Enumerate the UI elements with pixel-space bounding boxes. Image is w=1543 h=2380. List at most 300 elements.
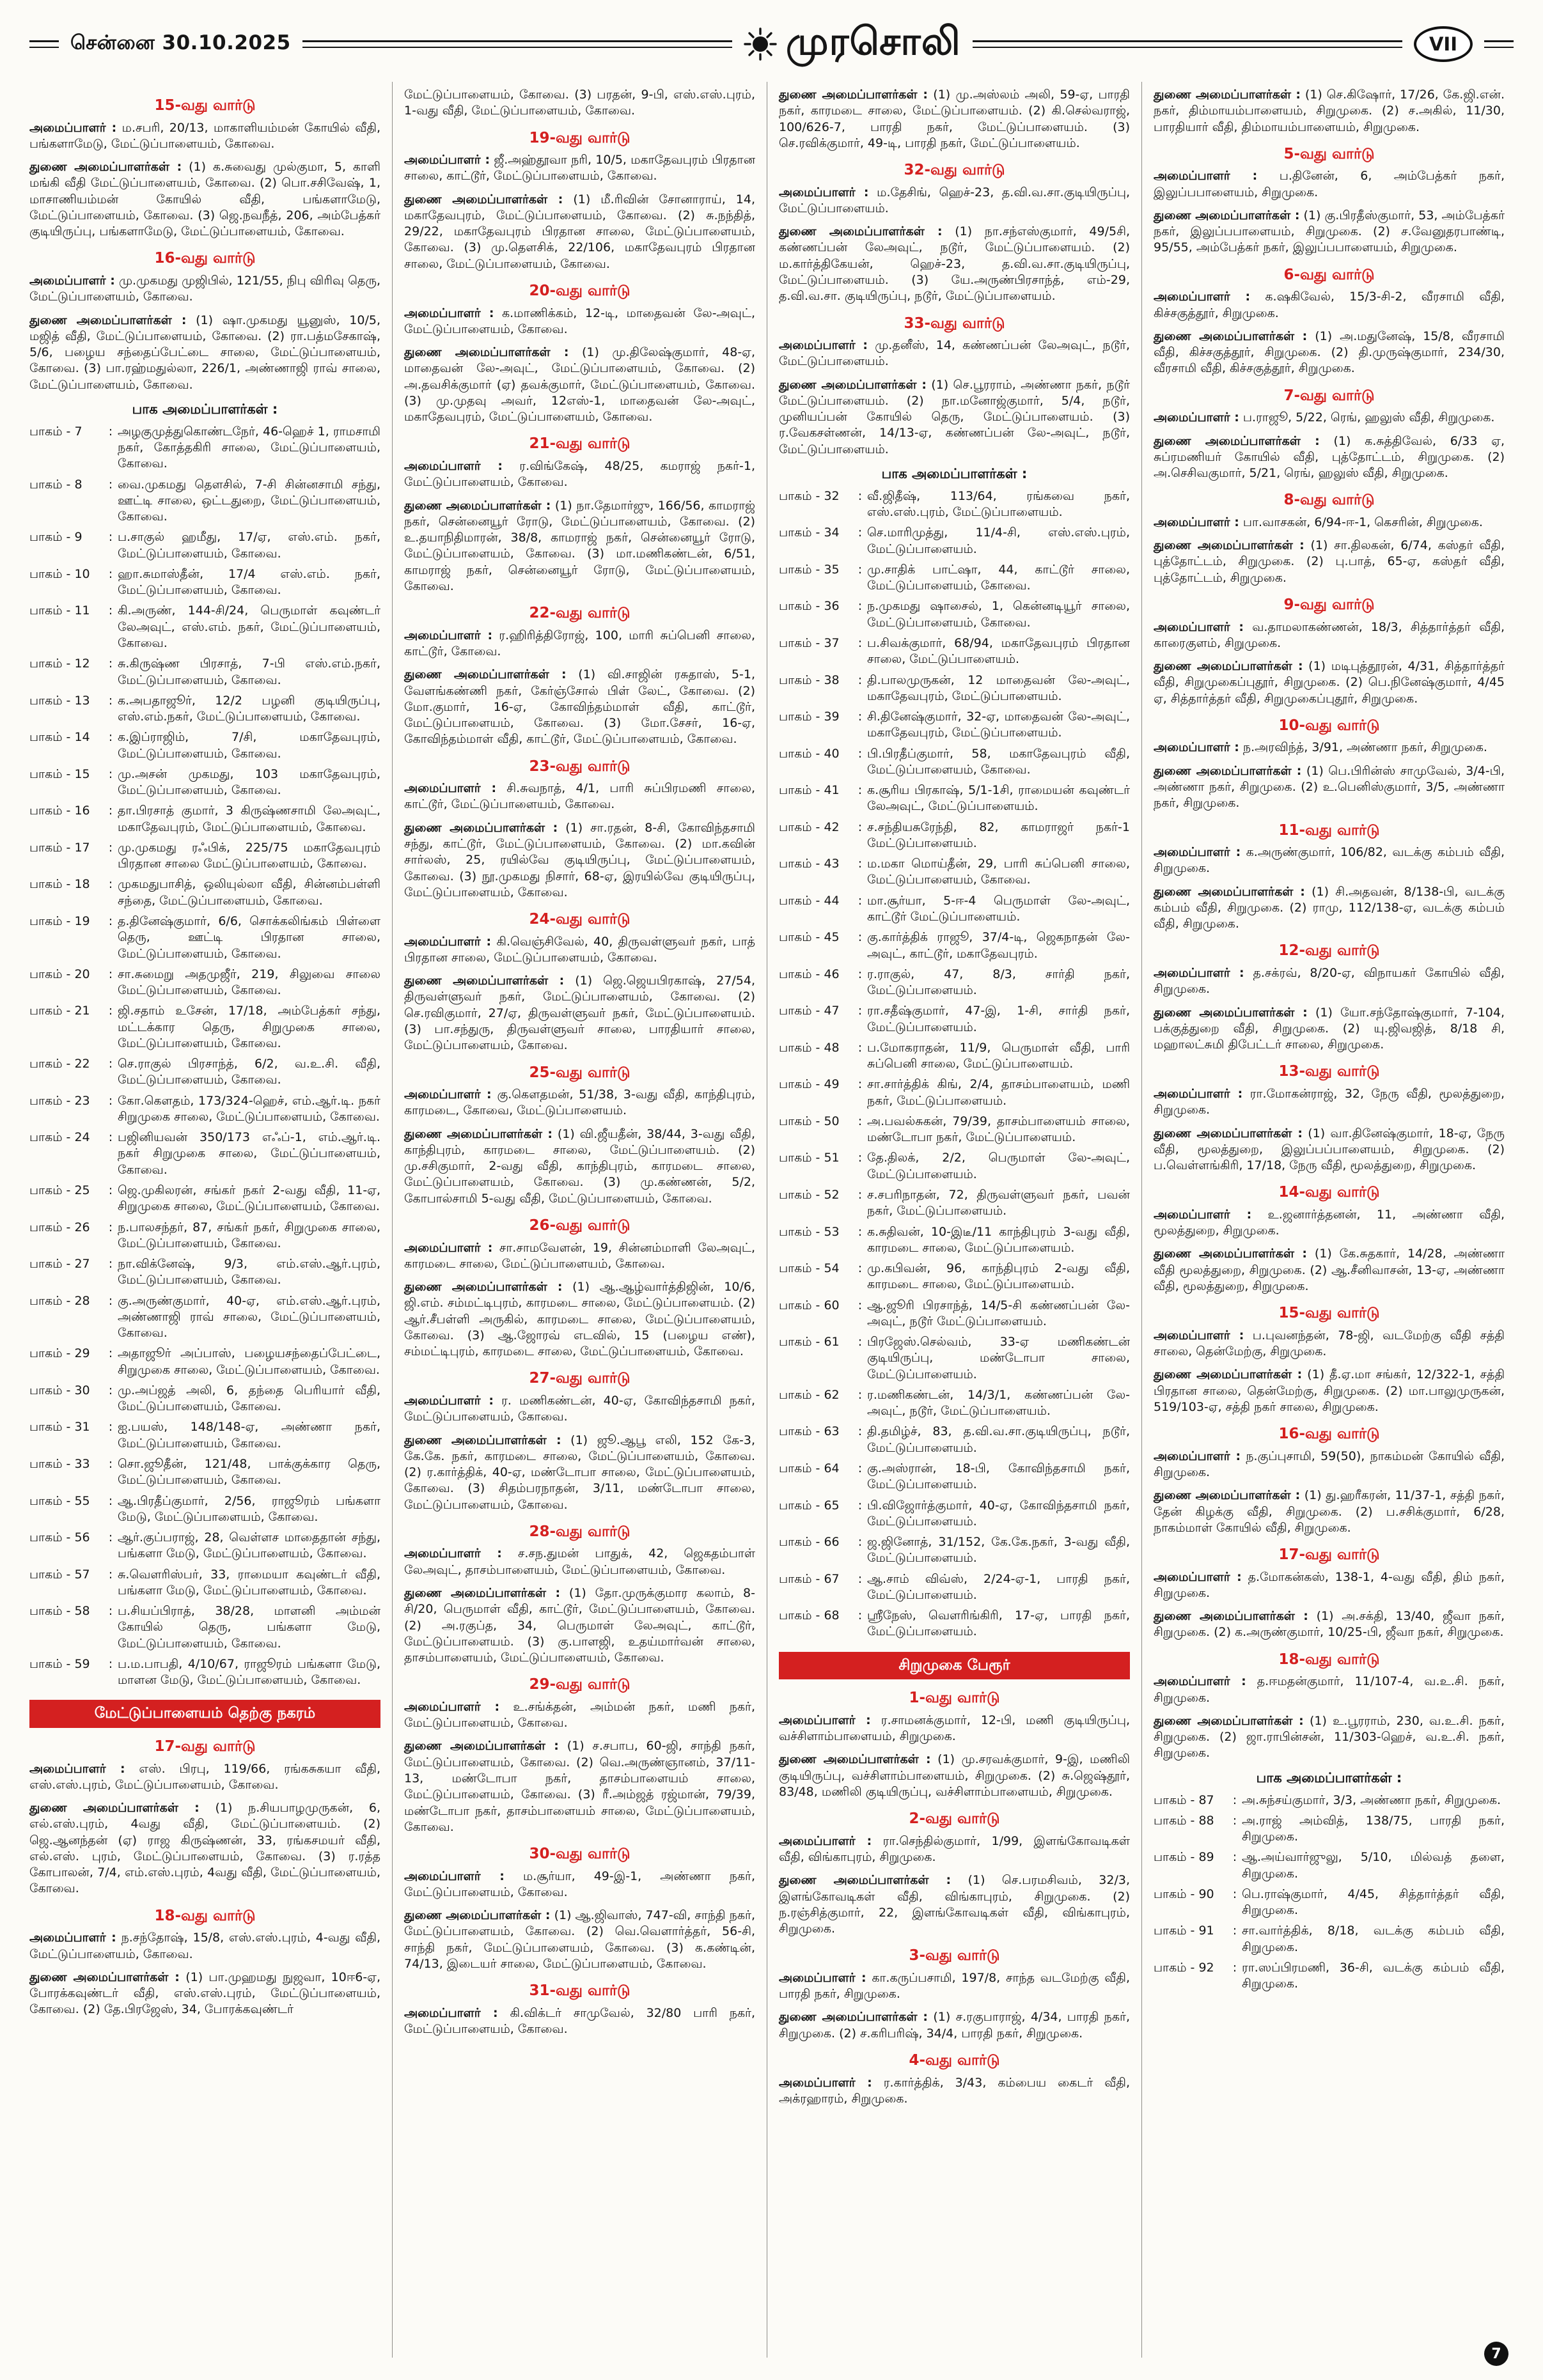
part-entry-colon: : [108, 730, 113, 745]
paragraph [404, 306, 755, 338]
paragraph-label: துணை அமைப்பாளர்கள் : [404, 667, 567, 682]
part-entry-text: ர.மணிகண்டன், 14/3/1, கண்ணப்பன் லே-அவுட், நடூர், மேட்டுப்பாளையம். [867, 1387, 1130, 1419]
paragraph-label: துணை அமைப்பாளர்கள் : [29, 160, 182, 175]
ward-heading: 4-வது வார்டு [909, 2051, 1000, 2069]
part-entry [779, 673, 1130, 705]
part-entry [779, 1424, 1130, 1456]
part-entry-colon: : [858, 820, 863, 834]
paragraph-label: அமைப்பாளர் : [404, 934, 492, 949]
part-entry [29, 529, 380, 562]
part-entry-number: பாகம் - 58 [29, 1604, 90, 1619]
part-entry-number: பாகம் - 62 [779, 1387, 840, 1402]
paragraph-label: அமைப்பாளர் : [404, 1240, 493, 1255]
part-entry-colon: : [858, 893, 863, 908]
paragraph [1154, 1246, 1505, 1295]
part-entry-number: பாகம் - 28 [29, 1293, 90, 1308]
paragraph [404, 973, 755, 1054]
paragraph [404, 1279, 755, 1360]
paragraph-label: அமைப்பாளர் : [404, 628, 493, 642]
city-date: சென்னை 30.10.2025 [70, 31, 291, 54]
paragraph-label: துணை அமைப்பாளர்கள் : [404, 1126, 553, 1141]
part-entry-text: த.தினேஷ்குமார், 6/6, சொக்கலிங்கம் பிள்ளை தெரு, ஊட்டி பிரதான சாலை, மேட்டுப்பாளையம், கோவை. [118, 914, 380, 961]
part-entry [779, 1498, 1130, 1530]
ward-heading: 23-வது வார்டு [529, 758, 631, 775]
part-entry-number: பாகம் - 87 [1154, 1793, 1214, 1807]
paragraph [29, 1930, 380, 1963]
part-entry-colon: : [858, 1040, 863, 1055]
paragraph [404, 1869, 755, 1901]
part-entry-colon: : [108, 1604, 113, 1619]
part-entry [29, 1456, 380, 1489]
paragraph-label: துணை அமைப்பாளர்கள் : [29, 1970, 180, 1984]
paragraph-label: துணை அமைப்பாளர்கள் : [779, 1752, 931, 1767]
part-entry-text: சு.கிருஷ்ண பிரசாத், 7-பி எஸ்.எம்.நகர், மேட்டுப்பாளையம், கோவை. [118, 657, 380, 687]
paragraph [1154, 515, 1505, 531]
paragraph-text: ர. மணிகண்டன், 40-ஏ, கோவிந்தசாமி நகர், மேட்டுப்பாளையம், கோவை. [404, 1394, 756, 1424]
part-entry [779, 1040, 1130, 1073]
paragraph-label: துணை அமைப்பாளர்கள் : [404, 498, 551, 513]
part-entry-text: அதாஜூர் அப்பாஸ், பழையசந்தைப்பேட்டை, சிறுமுகை சாலை, மேட்டுப்பாளையம், கோவை. [118, 1346, 380, 1377]
paragraph-text: (1) ஜெ.ஜெயபிரகாஷ், 27/54, திருவள்ளுவர் நகர், மேட்டுப்பாளையம், கோவை. (2) செ.ரவிகுமார், 27/ஏ, திருவள்ளுவர் நகர், மேட்டுப்பாளையம். (3) பா.சந்துரு, திருவள்ளுவர் சாலை, பாரதியார் சாலை, மேட்டுப்பாளையம், கோவை. [404, 974, 755, 1053]
paragraph [29, 120, 380, 153]
part-entry-number: பாகம் - 89 [1154, 1850, 1214, 1865]
part-entry-number: பாகம் - 11 [29, 603, 90, 618]
paragraph-label: அமைப்பாளர் : [1154, 169, 1258, 183]
paragraph-label: அமைப்பாளர் : [779, 2075, 872, 2090]
paragraph-text: மேட்டுப்பாளையம், கோவை. (3) பரதன், 9-பி, எஸ்.எஸ்.புரம், 1-வது வீதி, மேட்டுப்பாளையம், கோவை. [404, 88, 755, 118]
part-entry-text: பி.விஜோர்த்குமார், 40-ஏ, கோவிந்தசாமி நகர், மேட்டுப்பாளையம். [867, 1498, 1130, 1528]
paragraph-label: துணை அமைப்பாளர்கள் : [404, 1908, 551, 1923]
paragraph [404, 1126, 755, 1207]
part-entry-colon: : [858, 1424, 863, 1439]
ward-heading: 21-வது வார்டு [529, 435, 631, 453]
part-entry [29, 1419, 380, 1452]
paragraph-text: (1) மீ.ரிவின் சோனாராய், 14, மகாதேவபுரம், மேட்டுப்பாளையம், கோவை. (2) சு.நந்தித், 29/22, மகாதேவபுரம் பிரதான சாலை, மேட்டுப்பாளையம், கோவை. (3) மு.தௌசிக், 22/106, மகாதேவபுரம் பிரதான சாலை, மேட்டுப்பாளையம், கோவை. [404, 192, 755, 271]
part-entry-number: பாகம் - 16 [29, 804, 90, 818]
part-entry-number: பாகம் - 66 [779, 1535, 840, 1550]
part-entry-number: பாகம் - 14 [29, 730, 90, 745]
part-entry-text: ந.முகமது ஷாசைல், 1, கென்னடியூர் சாலை, மேட்டுப்பாளையம், கோவை. [867, 599, 1130, 630]
header-rule-left [29, 40, 59, 48]
paragraph-label: அமைப்பாளர் : [404, 306, 494, 320]
part-entry-text: தா.பிரசாத் குமார், 3 கிருஷ்ணசாமி லேஅவுட், மகாதேவபுரம், மேட்டுப்பாளையம், கோவை. [118, 804, 380, 834]
paragraph [1154, 1328, 1505, 1360]
ward-heading: 31-வது வார்டு [529, 1982, 631, 2000]
paragraph-label: அமைப்பாளர் : [1154, 410, 1239, 425]
part-entry-number: பாகம் - 51 [779, 1151, 840, 1165]
part-entry [779, 598, 1130, 631]
part-entry-text: மா.சூர்யா, 5-ஈ-4 பெருமாள் லே-அவுட், காட்டூர் மேட்டுப்பாளையம். [867, 893, 1130, 924]
paragraph-label: துணை அமைப்பாளர்கள் : [404, 192, 563, 206]
part-entry [779, 893, 1130, 926]
part-entry-text: ப.சியப்பிராத், 38/28, மாளனி அம்மன் கோயில் தெரு, பங்களா மேடு, மேட்டுப்பாளையம், கோவை. [118, 1604, 380, 1651]
part-entry [779, 1571, 1130, 1604]
part-entry [1154, 1793, 1505, 1808]
part-entry [29, 1003, 380, 1052]
paragraph-text: ப.தினேன், 6, அம்பேத்கர் நகர், இலுப்பபாளையம், சிறுமுகை. [1154, 169, 1505, 199]
paragraph-text: (1) ந.சியபாழமுருகன், 6, எல்.எஸ்.புரம், 4வது வீதி, மேட்டுப்பாளையம். (2) ஜெ.ஆனந்தன் (ஏ) ராஜ கிருஷ்ணன், 33, ரங்கசமயர் வீதி, எல்.எஸ். புரம், மேட்டுப்பாளையம், கோவை. (3) ர.ரத்த கோபாலன், 7/4, எம்.எஸ்.புரம், 4வது வீதி, மேட்டுப்பாளையம், கோவை. [29, 1801, 380, 1896]
part-entry-colon: : [1232, 1813, 1237, 1828]
paragraph [404, 1908, 755, 1972]
part-entry-colon: : [108, 840, 113, 855]
paragraph-text: ர.கார்த்திக், 3/43, கம்பைய கைடர் வீதி, அக்ரஹாரம், சிறுமுகை. [779, 2075, 1131, 2106]
part-entry-text: தே.திலக், 2/2, பெருமாள் லே-அவுட், மேட்டுப்பாளையம். [867, 1151, 1130, 1181]
part-entry-colon: : [108, 693, 113, 708]
masthead [744, 19, 961, 69]
region-banner: மேட்டுப்பாளையம் தெற்கு நகரம் [29, 1700, 380, 1728]
paragraph [1154, 208, 1505, 256]
ward-heading: 19-வது வார்டு [529, 129, 631, 146]
part-entry-number: பாகம் - 36 [779, 599, 840, 614]
part-entry [779, 635, 1130, 668]
part-entry-colon: : [858, 525, 863, 540]
part-entry-number: பாகம் - 92 [1154, 1960, 1214, 1975]
paragraph-label: அமைப்பாளர் : [1154, 1674, 1246, 1689]
part-entry-colon: : [1232, 1960, 1237, 1975]
part-entry-number: பாகம் - 67 [779, 1571, 840, 1586]
paragraph-text: ரா.செந்தில்குமார், 1/99, இளங்கோவடிகள் வீதி, விங்காபுரம், சிறுமுகை. [779, 1833, 1130, 1864]
part-entry-text: தி.தமிழ்ச், 83, த.வி.வ.சா.குடியிருப்பு, நடூர், மேட்டுப்பாளையம். [867, 1424, 1130, 1455]
paragraph-label: அமைப்பாளர் : [404, 1699, 500, 1714]
part-entry-colon: : [1232, 1924, 1237, 1938]
paragraph-label: துணை அமைப்பாளர்கள் : [1154, 659, 1303, 674]
paragraph-text: கு.கௌதமன், 51/38, 3-வது வீதி, காந்திபுரம், காரமடை, கோவை, மேட்டுப்பாளையம். [404, 1087, 756, 1118]
paragraph [1154, 87, 1505, 136]
part-entry [779, 1114, 1130, 1146]
part-entry-number: பாகம் - 50 [779, 1114, 840, 1128]
paragraph-text: (1) செ.பூரராம், அண்ணா நகர், நடூர் மேட்டுப்பாளையம். (2) நா.மனோஜ்குமார், 5/4, நடூர், முனியப்பன் கோயில் தெரு, மேட்டுப்பாளையம். (3) ர.வேகசள்ணன், 14/13-ஏ, கண்ணப்பன் லே-அவுட், நடூர், மேட்டுப்பாளையம். [779, 377, 1130, 456]
ward-heading: 7-வது வார்டு [1283, 387, 1375, 404]
part-entry-text: ஜி.சதாம் உசேன், 17/18, அம்பேத்கர் சந்து, மட்டக்கார தெரு, சிறுமுகை சாலை, மேட்டுப்பாளையம், கோவை. [118, 1004, 380, 1050]
paragraph-text: ந.குப்புசாமி, 59(50), நாகம்மன் கோயில் வீதி, சிறுமுகை. [1154, 1449, 1505, 1479]
part-entry-number: பாகம் - 34 [779, 525, 840, 540]
paragraph [29, 1800, 380, 1897]
part-entry-colon: : [858, 1335, 863, 1349]
part-entry-number: பாகம் - 43 [779, 857, 840, 871]
part-entry-colon: : [858, 857, 863, 871]
part-entry-text: மு.கபிவன், 96, காந்திபுரம் 2-வது வீதி, காரமடை சாலை, மேட்டுப்பாளையம். [867, 1261, 1130, 1292]
part-entry-number: பாகம் - 57 [29, 1567, 90, 1582]
part-entry-number: பாகம் - 59 [29, 1656, 90, 1671]
paragraph [404, 1393, 755, 1426]
part-entry-number: பாகம் - 35 [779, 562, 840, 577]
paragraph-label: துணை அமைப்பாளர்கள் : [779, 377, 927, 392]
part-entry-text: ப.மோகராதன், 11/9, பெருமாள் வீதி, பாரி சுப்பெனி சாலை, மேட்டுப்பாளையம். [867, 1040, 1130, 1071]
part-entry-number: பாகம் - 45 [779, 930, 840, 945]
paragraph-label: துணை அமைப்பாளர்கள் : [1154, 433, 1320, 448]
paragraph [404, 345, 755, 425]
paragraph-label: துணை அமைப்பாளர்கள் : [1154, 763, 1302, 778]
paragraph [1154, 410, 1505, 426]
part-entry [779, 782, 1130, 815]
paragraph-text: த.சக்ரவ், 8/20-ஏ, விநாயகர் கோயில் வீதி, சிறுமுகை. [1154, 966, 1505, 997]
paragraph-text: ச.சந.துமன் பாதுக், 42, ஜெகதம்பாள் லேஅவுட், தாசம்பாளையம், மேட்டுப்பாளையம், கோவை. [404, 1546, 755, 1577]
part-entry-text: அ.சுந்சய்குமார், 3/3, அண்ணா நகர், சிறுமுகை. [1242, 1793, 1501, 1807]
part-entry-text: பஜினியவன் 350/173 எஃப்-1, எம்.ஆர்.டி. நகர் சிறுமுகை சாலை, மேட்டுப்பாளையம், கோவை. [118, 1130, 380, 1177]
part-entry-text: ந.பாலசந்தர், 87, சங்கர் நகர், சிறுமுகை சாலை, மேட்டுப்பாளையம், கோவை. [118, 1220, 380, 1250]
paragraph-text: (1) யோ.சந்தோஷ்குமார், 7-104, பக்குத்துறை வீதி, சிறுமுகை. (2) யு.ஜிவஜித், 8/18 சி, மஹாலட்சுமி திபேட்டர் சாலை, சிறுமுகை. [1154, 1005, 1505, 1052]
paragraph [404, 1240, 755, 1273]
part-entry [779, 1224, 1130, 1257]
paragraph-label: அமைப்பாளர் : [1154, 1449, 1241, 1463]
paragraph [404, 458, 755, 491]
part-entry-text: மு.முகமது ரஃபிக், 225/75 மகாதேவபுரம் பிரதான சாலை மேட்டுப்பாளையம், கோவை. [118, 840, 380, 871]
paragraph [1154, 1569, 1505, 1602]
section-heading: பாக அமைப்பாளர்கள் : [1256, 1769, 1402, 1785]
part-entry [29, 477, 380, 525]
part-entry-colon: : [108, 424, 113, 439]
part-entry-text: பிரஜேஸ்.செல்வம், 33-ஏ மணிகண்டன் குடியிருப்பு, மண்டோபா சாலை, மேட்டுப்பாளையம். [867, 1335, 1130, 1381]
paragraph-text: (1) ஆ.ஆழ்வார்த்திஜின், 10/6, ஜி.எம். சம்மட்டிபுரம், காரமடை சாலை, மேட்டுப்பாளையம். (2) ஆர்.சீபள்ளி அருகில், காரமடை சாலை, மேட்டுப்பாளையம், கோவை. (3) ஆ.ஜோரவ் எடவில், 15 (பழைய எண்), சம்மட்டிபுரம், காரமடை சாலை, மேட்டுப்பாளையம், கோவை. [404, 1280, 755, 1359]
part-entry-colon: : [858, 562, 863, 577]
ward-heading: 18-வது வார்டு [154, 1907, 256, 1924]
part-entry-colon: : [858, 599, 863, 614]
paragraph-text: (1) கே.சுதகார், 14/28, அண்ணா வீதி மூலத்துறை, சிறுமுகை. (2) ஆ.சீனிவாசன், 13-ஏ, அண்ணா வீதி, மூலத்துறை, சிறுமுகை. [1154, 1247, 1505, 1293]
paragraph-text: (1) மடிபுத்தூரன், 4/31, சித்தார்த்தர் வீதி, சிறுமுகைப்புதூர், சிறுமுகை. (2) பெ.நினேஷ்குமார், 4/45 ஏ, சித்தார்த்தர் வீதி, சிறுமுகைப்புதூர், சிறுமுகை. [1154, 659, 1505, 706]
paragraph [779, 1833, 1130, 1866]
part-entry-text: செ.ராகுல் பிரசாந்த், 6/2, வ.உ.சி. வீதி, மேட்டுப்பாளையம், கோவை. [118, 1057, 380, 1087]
part-entry-colon: : [858, 488, 863, 503]
paragraph-text: மு.முகமது முஜிபில், 121/55, நிபு விரிவு தெரு, மேட்டுப்பாளையம், கோவை. [29, 274, 380, 304]
part-entry-number: பாகம் - 30 [29, 1383, 90, 1397]
part-entry-colon: : [108, 1257, 113, 1272]
part-entry-number: பாகம் - 15 [29, 766, 90, 781]
paragraph-label: துணை அமைப்பாளர்கள் : [404, 1586, 561, 1600]
column-4 [1142, 82, 1516, 2358]
paragraph-text: சி.சுவநாத், 4/1, பாரி சுப்பிரமணி சாலை, காட்டூர், மேட்டுப்பாளையம், கோவை. [404, 781, 756, 812]
part-entry-text: மு.அசன் முகமது, 103 மகாதேவபுரம், மேட்டுப்பாளையம், கோவை. [118, 766, 380, 798]
part-entry-number: பாகம் - 41 [779, 783, 840, 798]
part-entry-colon: : [858, 783, 863, 798]
ward-heading: 30-வது வார்டு [529, 1846, 631, 1863]
paragraph-label: துணை அமைப்பாளர்கள் : [404, 974, 565, 988]
paragraph [779, 1713, 1130, 1745]
part-entry-colon: : [108, 967, 113, 981]
part-entry [1154, 1849, 1505, 1882]
part-entry-text: சா.சார்த்திக் கிங், 2/4, தாசம்பாளையம், மணி நகர், மேட்டுப்பாளையம். [867, 1077, 1130, 1108]
part-entry-colon: : [108, 1293, 113, 1308]
part-entry-number: பாகம் - 24 [29, 1130, 90, 1145]
paragraph [1154, 433, 1505, 482]
paragraph-text: (1) ஜூ.ஆபூ எலி, 152 கே-3, கே.கே. நகர், காரமடை சாலை, மேட்டுப்பாளையம், கோவை. (2) ர.கார்த்திக், 40-ஏ, மண்டோபா சாலை, மேட்டுப்பாளையம், கோவை. (3) சிதம்பரநாதன், 3/11, மண்டோபா சாலை, மேட்டுப்பாளையம், கோவை. [404, 1433, 756, 1512]
paragraph-label: அமைப்பாளர் : [29, 1761, 125, 1776]
part-entry-text: ஐ.பயஸ், 148/148-ஏ, அண்ணா நகர், மேட்டுப்பாளையம், கோவை. [118, 1420, 380, 1451]
ward-heading: 28-வது வார்டு [529, 1523, 631, 1540]
ward-heading: 6-வது வார்டு [1283, 266, 1375, 283]
part-entry-number: பாகம் - 39 [779, 710, 840, 724]
paragraph [404, 498, 755, 595]
part-entry-colon: : [108, 804, 113, 818]
paragraph [29, 273, 380, 306]
part-entry-colon: : [858, 1077, 863, 1092]
paragraph [404, 781, 755, 813]
ward-heading: 14-வது வார்டு [1278, 1184, 1380, 1201]
paragraph-text: மு.தனீஸ், 14, கண்ணப்பன் லேஅவுட், நடூர், மேட்டுப்பாளையம். [779, 338, 1130, 369]
paragraph-text: (1) பா.முஹமது நுஜவா, 10ஈ6-ஏ, போரக்கவுண்டர் வீதி, எஸ்.எஸ்.புரம், மேட்டுப்பாளையம், கோவை. (2) தே.பிரஜேஸ், 34, போரக்கவுண்டர் [29, 1970, 381, 2017]
ward-heading: 18-வது வார்டு [1278, 1651, 1380, 1668]
part-entry [29, 1383, 380, 1415]
paragraph-label: அமைப்பாளர் : [1154, 290, 1251, 304]
header-rule-mid-left [302, 40, 732, 48]
paragraph [1154, 1207, 1505, 1240]
part-entry [779, 709, 1130, 742]
part-entry-text: கு.அருண்குமார், 40-ஏ, எம்.எஸ்.ஆர்.புரம், அண்ணாஜி ராவ் சாலை, மேட்டுப்பாளையம், கோவை. [118, 1293, 380, 1341]
paragraph [404, 667, 755, 747]
column-2 [393, 82, 767, 2358]
paragraph [404, 1087, 755, 1119]
paragraph-label: துணை அமைப்பாளர்கள் : [404, 820, 558, 835]
part-entry-colon: : [858, 1298, 863, 1312]
paragraph [404, 1433, 755, 1513]
paragraph-label: துணை அமைப்பாளர்கள் : [1154, 1713, 1304, 1728]
paragraph-text: (1) சா.ரதன், 8-சி, கோவிந்தசாமி சந்து, காட்டூர், மேட்டுப்பாளையம், கோவை. (2) மா.கவின் சார்லஸ், 25, ரயில்வே குடியிருப்பு, மேட்டுப்பாளையம், கோவை. (3) நூ.முகமது நிசார், 68-ஏ, இரயில்வே குடியிருப்பு, மேட்டுப்பாளையம், கோவை. [404, 820, 755, 899]
part-entry-text: ஹா.சுமாஸ்தீன், 17/4 எஸ்.எம். நகர், மேட்டுப்பாளையம், கோவை. [118, 566, 380, 598]
paragraph [779, 185, 1130, 217]
part-entry [29, 1220, 380, 1252]
paragraph [404, 2005, 755, 2038]
part-entry-text: அ.ராஜ் அம்வித், 138/75, பாரதி நகர், சிறுமுகை. [1242, 1813, 1505, 1844]
part-entry-colon: : [108, 1220, 113, 1234]
paragraph-text: (1) ஷா.முகமது யூனுஸ், 10/5, மஜித் வீதி, மேட்டுப்பாளையம், கோவை. (2) ரா.பத்மசேகாஷ், 5/6, பழைய சந்தைப்பேட்டை சாலை, மேட்டுப்பாளையம், கோவை. (3) பா.ரஹ்மதுல்லா, 226/1, அண்ணாஜி ராவ் சாலை, மேட்டுப்பாளையம், கோவை. [29, 313, 380, 392]
part-entry-text: ச.சபரிநாதன், 72, திருவள்ளுவர் நகர், பவன் நகர், மேட்டுப்பாளையம். [867, 1187, 1130, 1218]
ward-heading: 12-வது வார்டு [1278, 942, 1380, 960]
part-entry [29, 1493, 380, 1526]
part-entry-text: பெ.ராஷ்குமார், 4/45, சித்தார்த்தர் வீதி, சிறுமுகை. [1242, 1886, 1505, 1918]
paragraph [779, 1752, 1130, 1800]
paragraph [1154, 1126, 1505, 1174]
ward-heading: 25-வது வார்டு [529, 1064, 631, 1081]
paragraph-text: (1) அ.சக்தி, 13/40, ஜீவா நகர், சிறுமுகை. (2) க.அருண்குமார், 10/25-பி, ஜீவா நகர், சிறுமுகை. [1154, 1609, 1505, 1640]
part-entry-text: ஆ.ஜூரி பிரசாந்த், 14/5-சி கண்ணப்பன் லே-அவுட், நடூர் மேட்டுப்பாளையம். [867, 1298, 1130, 1328]
part-entry-colon: : [108, 1493, 113, 1508]
part-entry-colon: : [108, 603, 113, 618]
part-entry-text: ப.சாகுல் ஹமீது, 17/ஏ, எஸ்.எம். நகர், மேட்டுப்பாளையம், கோவை. [118, 530, 380, 561]
part-entry [1154, 1813, 1505, 1846]
paragraph [779, 2009, 1130, 2042]
paragraph-label: துணை அமைப்பாளர்கள் : [29, 313, 187, 327]
part-entry-number: பாகம் - 18 [29, 877, 90, 892]
part-entry-colon: : [858, 1114, 863, 1128]
part-entry [29, 803, 380, 836]
part-entry [29, 1603, 380, 1652]
ward-heading: 22-வது வார்டு [529, 605, 631, 622]
part-entry-number: பாகம் - 47 [779, 1004, 840, 1018]
ward-heading: 17-வது வார்டு [1278, 1546, 1380, 1564]
part-entry-text: பி.பிரதீப்குமார், 58, மகாதேவபுரம் வீதி, மேட்டுப்பாளையம், கோவை. [867, 746, 1130, 777]
part-entry [779, 746, 1130, 779]
paragraph [1154, 538, 1505, 586]
part-entry-number: பாகம் - 32 [779, 488, 840, 503]
header-rule-right [1484, 40, 1514, 48]
part-entry-number: பாகம் - 44 [779, 893, 840, 908]
part-entry-colon: : [858, 1608, 863, 1623]
paragraph-text: க.ஷகிவேல், 15/3-சி-2, வீரசாமி வீதி, கிச்சகுத்தூர், சிறுமுகை. [1154, 290, 1505, 320]
paragraph [404, 1585, 755, 1666]
part-entry-number: பாகம் - 63 [779, 1424, 840, 1439]
paragraph [404, 1546, 755, 1578]
part-entry-colon: : [858, 1535, 863, 1550]
content-columns [27, 82, 1516, 2358]
paragraph [1154, 763, 1505, 812]
paragraph-text: ர.விங்கேஷ், 48/25, கமராஜ் நகர்-1, மேட்டுப்பாளையம், கோவை. [404, 459, 755, 490]
part-entry [29, 840, 380, 873]
part-entry-colon: : [108, 566, 113, 581]
part-entry-text: ஸ்ரீநேஸ், வெளரிங்கிரி, 17-ஏ, பாரதி நகர், மேட்டுப்பாளையம். [867, 1608, 1130, 1639]
paragraph-text: உ.சங்க்தன், அம்மன் நகர், மணி நகர், மேட்டுப்பாளையம், கோவை. [404, 1699, 755, 1731]
part-entry-text: ஆ.அய்வார்ஜுலு, 5/10, மில்வத் தளை, சிறுமுகை. [1242, 1850, 1505, 1881]
part-entry-number: பாகம் - 88 [1154, 1813, 1214, 1828]
part-entry-text: ரா.ஸப்பிரமணி, 36-சி, வடக்கு கம்பம் வீதி, சிறுமுகை. [1242, 1960, 1505, 1991]
paragraph [1154, 168, 1505, 201]
section-heading: பாக அமைப்பாளர்கள் : [881, 465, 1028, 481]
paragraph-label: அமைப்பாளர் : [404, 1394, 494, 1408]
paragraph-label: துணை அமைப்பாளர்கள் : [1154, 1247, 1308, 1261]
part-entry-colon: : [858, 1387, 863, 1402]
paragraph [779, 377, 1130, 458]
paragraph-text: ப.ராஜூ, 5/22, ரெங், ஹலுஸ் வீதி, சிறுமுகை. [1242, 410, 1495, 425]
paragraph-label: அமைப்பாளர் : [779, 1833, 872, 1848]
part-entry [29, 1567, 380, 1599]
paragraph [29, 313, 380, 393]
part-entry [779, 820, 1130, 852]
part-entry-colon: : [858, 636, 863, 651]
paragraph-label: துணை அமைப்பாளர்கள் : [1154, 1126, 1303, 1140]
page-header [0, 0, 1543, 77]
part-entry-number: பாகம் - 61 [779, 1335, 840, 1349]
paragraph [779, 87, 1130, 152]
paragraph [779, 2075, 1130, 2108]
paragraph-text: கி.வெஞ்சிவேல், 40, திருவள்ளுவர் நகர், பாத் பிரதான சாலை, மேட்டுப்பாளையம், கோவை. [404, 934, 756, 965]
ward-heading: 20-வது வார்டு [529, 282, 631, 299]
part-entry-colon: : [108, 1383, 113, 1397]
paragraph-label: அமைப்பாளர் : [1154, 1086, 1243, 1101]
paragraph-text: (1) செ.பரமசிவம், 32/3, இளங்கோவடிகள் வீதி, விங்காபுரம், சிறுமுகை. (2) ந.ரஞ்சித்குமார், 22, இளங்கோவடிகள் வீதி, விங்காபுரம், சிறுமுகை. [779, 1873, 1130, 1936]
ward-heading: 2-வது வார்டு [909, 1810, 1000, 1828]
paragraph-text: (1) சி.அதவன், 8/138-பி, வடக்கு கம்பம் வீதி, சிறுமுகை. (2) ராமு, 112/138-ஏ, வடக்கு கம்பம் வீதி, சிறுமுகை. [1154, 884, 1505, 931]
part-entry-text: தி.பாலமுருகன், 12 மாதைவன் லே-அவுட், மகாதேவபுரம், மேட்டுப்பாளையம். [867, 673, 1130, 703]
paragraph [1154, 329, 1505, 377]
paragraph-label: அமைப்பாளர் : [1154, 1328, 1244, 1342]
part-entry [779, 1608, 1130, 1640]
part-entry-text: மு.சாதிக் பாட்ஷா, 44, காட்டூர் சாலை, மேட்டுப்பாளையம், கோவை. [867, 562, 1130, 593]
paragraph-text: ரா.மோகன்ராஜ், 32, நேரு வீதி, மூலத்துறை, சிறுமுகை. [1154, 1086, 1505, 1117]
paragraph-text: (1) க.சுத்திவேல், 6/33 ஏ, சுப்ரமணியர் கோயில் வீதி, புத்தோட்டம், சிறுமுகை. (2) அ.செசிவகுமார், 5/21, ரெங், ஹலுஸ் வீதி, சிறுமுகை. [1154, 433, 1505, 481]
part-entry-colon: : [108, 877, 113, 892]
part-entry-number: பாகம் - 40 [779, 746, 840, 761]
part-entry-number: பாகம் - 60 [779, 1298, 840, 1312]
paragraph-text: (1) ச.ரகுபாராஜ், 4/34, பாரதி நகர், சிறுமுகை. (2) ச.கரிபரிஷ், 34/4, பாரதி நகர், சிறுமுகை. [779, 2010, 1130, 2041]
paragraph-text: ம.சபரி, 20/13, மாகாளியம்மன் கோயில் வீதி, பங்களாமேடு, மேட்டுப்பாளையம், கோவை. [29, 120, 380, 151]
part-entry [29, 1346, 380, 1378]
part-entry [29, 424, 380, 472]
paragraph-label: அமைப்பாளர் : [1154, 845, 1241, 860]
part-entry-text: ப.ம.பாபதி, 4/10/67, ராஜூரம் பங்களா மேடு, மாளன மேடு, மேட்டுப்பாளையம், கோவை. [118, 1656, 380, 1688]
paragraph [1154, 965, 1505, 998]
paragraph-label: துணை அமைப்பாளர்கள் : [1154, 1609, 1308, 1624]
paragraph [1154, 1086, 1505, 1119]
part-entry-colon: : [1232, 1886, 1237, 1901]
paragraph-text: ஜீ.அஹ்தூவா நரி, 10/5, மகாதேவபுரம் பிரதான சாலை, காட்டூர், மேட்டுப்பாளையம், கோவை. [404, 153, 755, 183]
part-entry [29, 766, 380, 799]
part-entry-text: ஆர்.குப்பராஜ், 28, வெள்ளச மாதைதான் சந்து, பங்களா மேடு, மேட்டுப்பாளையம், கோவை. [118, 1530, 380, 1561]
part-entry-colon: : [108, 1057, 113, 1071]
part-entry-text: ர.ராகுல், 47, 8/3, சார்தி நகர், மேட்டுப்பாளையம். [867, 967, 1130, 998]
part-entry-number: பாகம் - 21 [29, 1004, 90, 1018]
paragraph-label: அமைப்பாளர் : [404, 1087, 492, 1102]
part-entry-colon: : [1232, 1793, 1237, 1807]
part-entry-number: பாகம் - 8 [29, 477, 82, 492]
ward-heading: 10-வது வார்டு [1278, 717, 1380, 734]
